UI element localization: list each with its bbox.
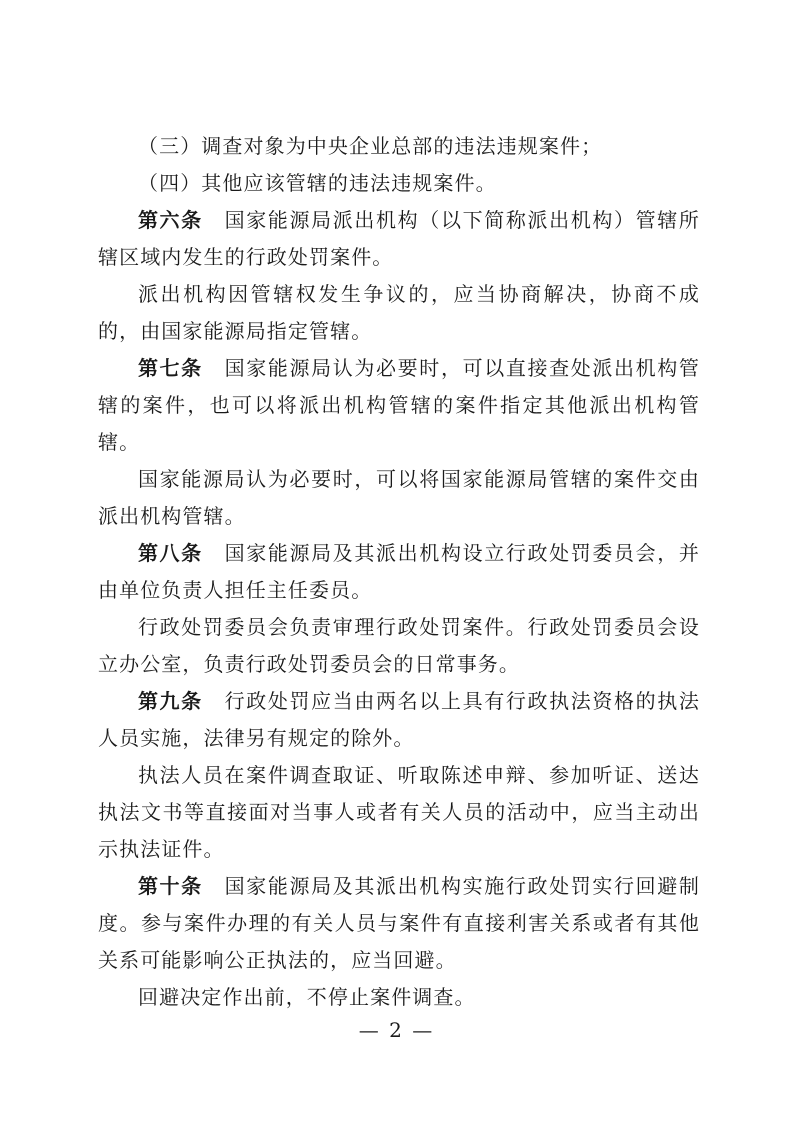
paragraph xyxy=(98,757,700,868)
paragraph xyxy=(98,979,700,1016)
article-9 xyxy=(98,683,700,757)
paragraph-text: 国家能源局认为必要时，可以直接查处派出机构管辖的案件，也可以将派出机构管辖的案件指定其他派出机构管辖。 xyxy=(98,356,701,454)
paragraph-text: 国家能源局及其派出机构实施行政处罚实行回避制度。参与案件办理的有关人员与案件有直接利害关系或者有其他关系可能影响公正执法的，应当回避。 xyxy=(98,874,701,972)
document-body xyxy=(98,128,700,1016)
paragraph xyxy=(98,609,700,683)
paragraph-text: 国家能源局认为必要时，可以将国家能源局管辖的案件交由派出机构管辖。 xyxy=(98,467,700,528)
article-7 xyxy=(98,350,700,461)
article-heading: 第六条 xyxy=(138,208,203,232)
article-heading: 第八条 xyxy=(138,541,203,565)
page-number: — 2 — xyxy=(358,1018,435,1042)
paragraph-text: 回避决定作出前，不停止案件调查。 xyxy=(138,985,476,1009)
paragraph-item-3 xyxy=(98,128,700,165)
paragraph-text: 派出机构因管辖权发生争议的，应当协商解决，协商不成的，由国家能源局指定管辖。 xyxy=(98,282,700,343)
paragraph xyxy=(98,276,700,350)
article-heading: 第十条 xyxy=(138,874,203,898)
article-6 xyxy=(98,202,700,276)
article-heading: 第九条 xyxy=(138,689,203,713)
paragraph-item-4 xyxy=(98,165,700,202)
paragraph-text: 行政处罚委员会负责审理行政处罚案件。行政处罚委员会设立办公室，负责行政处罚委员会的日常事务。 xyxy=(98,615,700,676)
article-heading: 第七条 xyxy=(138,356,203,380)
paragraph xyxy=(98,461,700,535)
paragraph-text: 国家能源局及其派出机构设立行政处罚委员会，并由单位负责人担任主任委员。 xyxy=(98,541,701,602)
paragraph-text: （三）调查对象为中央企业总部的违法违规案件； xyxy=(138,134,603,158)
article-8 xyxy=(98,535,700,609)
article-10 xyxy=(98,868,700,979)
paragraph-text: 执法人员在案件调查取证、听取陈述申辩、参加听证、送达执法文书等直接面对当事人或者有关人员的活动中，应当主动出示执法证件。 xyxy=(98,763,700,861)
paragraph-text: 行政处罚应当由两名以上具有行政执法资格的执法人员实施，法律另有规定的除外。 xyxy=(98,689,701,750)
paragraph-text: （四）其他应该管辖的违法违规案件。 xyxy=(138,171,497,195)
paragraph-text: 国家能源局派出机构（以下简称派出机构）管辖所辖区域内发生的行政处罚案件。 xyxy=(98,208,701,269)
